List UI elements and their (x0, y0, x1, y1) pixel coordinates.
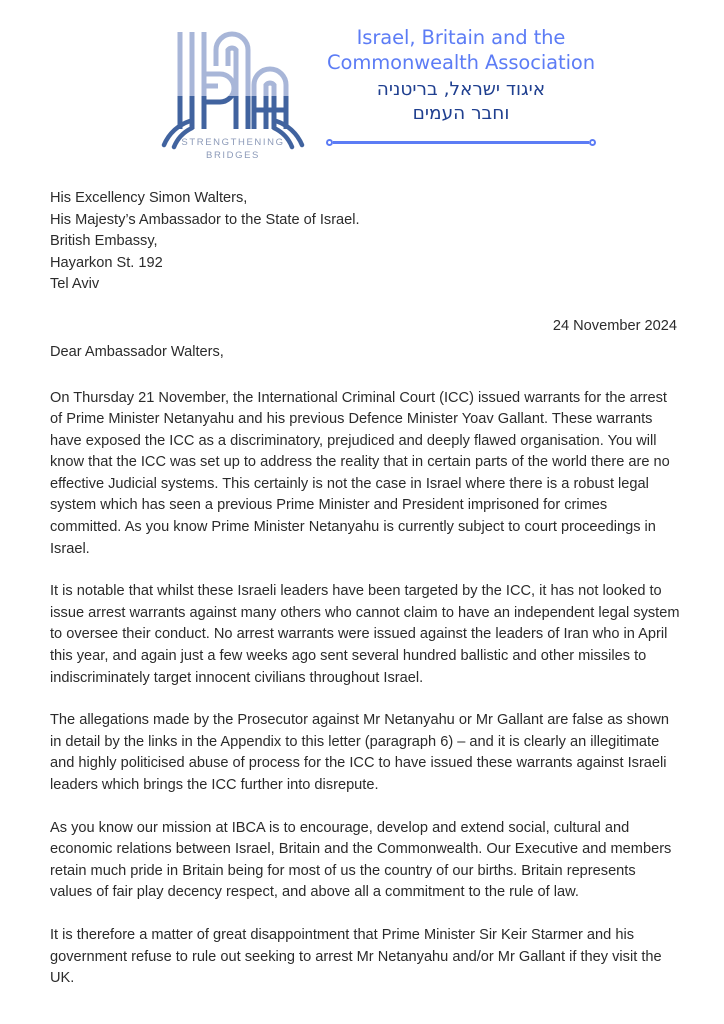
logo-tagline-line1: STRENGTHENING (181, 137, 285, 148)
brand-name-hebrew (326, 78, 596, 126)
brand-name-hebrew-line2: וחבר העמים (412, 102, 510, 124)
brand-name-hebrew-line1: איגוד ישראל, בריטניה (376, 78, 546, 100)
rule-endpoint-left-icon (326, 139, 333, 146)
letter-paragraph: On Thursday 21 November, the International Criminal Court (ICC) issued warrants for the arrest of Prime Minister Netanyahu and his previous Defence Minister Yoav Gallant. These warrants have exposed the ICC as a discriminatory, prejudiced and deeply flawed organisation. You will know that the ICC was set up to address the reality that in certain parts of the world there are no effective Judicial systems. This certainly is not the case in Israel where there is a robust legal system which has seen a previous Prime Minister and President imprisoned for crimes committed. As you know Prime Minister Netanyahu is currently subject to court proceedings in Israel. (50, 389, 670, 557)
ibca-monogram-icon (158, 14, 308, 164)
brand-block (326, 14, 596, 149)
brand-name-english (326, 26, 596, 76)
addressee-line: Hayarkon St. 192 (50, 254, 163, 271)
addressee-line: Tel Aviv (50, 276, 100, 292)
addressee-line: British Embassy, (50, 233, 158, 249)
letter-paragraph: As you know our mission at IBCA is to encourage, develop and extend social, cultural and economic relations between Israel, Britain and the Commonwealth. Our Executive and members retain much pride in Britain being for most of us the country of our births. Britain represents values of fair play decency respect, and above all a commitment to the rule of law. (50, 819, 672, 901)
addressee-line: His Majesty’s Ambassador to the State of Israel. (50, 211, 360, 228)
rule-line (333, 141, 589, 144)
rule-endpoint-right-icon (589, 139, 596, 146)
brand-name-english-line1: Israel, Britain and the (356, 26, 566, 49)
letter-date: 24 November 2024 (552, 317, 677, 334)
addressee-line: His Excellency Simon Walters, (50, 190, 248, 206)
brand-name-english-line2: Commonwealth Association (327, 50, 595, 74)
ibca-logo (158, 14, 308, 164)
letterhead (0, 0, 724, 164)
letter-paragraphs (50, 388, 680, 990)
letter-body (0, 188, 724, 990)
letter-paragraph: It is therefore a matter of great disappointment that Prime Minister Sir Keir Starmer and his government refuse to rule out seeking to arrest Mr Netanyahu and/or Mr Gallant if they visit the UK. (50, 926, 662, 987)
decorative-rule (326, 135, 596, 149)
logo-tagline-line2: BRIDGES (206, 150, 260, 161)
addressee-block (50, 188, 680, 296)
salutation: Dear Ambassador Walters, (50, 344, 224, 360)
letter-paragraph: The allegations made by the Prosecutor against Mr Netanyahu or Mr Gallant are false as shown in detail by the links in the Appendix to this letter (paragraph 6) – and it is clearly an illegitimate and highly politicised abuse of process for the ICC to have issued these warrants against Israeli leaders which brings the ICC further into disrepute. (50, 712, 669, 793)
letter-paragraph: It is notable that whilst these Israeli leaders have been targeted by the ICC, it has not looked to issue arrest warrants against many others who cannot claim to have an independent legal system to oversee their conduct. No arrest warrants were issued against the leaders of Iran who in April this year, and again just a few weeks ago sent several hundred ballistic and other missiles to indiscriminately target innocent civilians throughout Israel. (50, 583, 680, 686)
